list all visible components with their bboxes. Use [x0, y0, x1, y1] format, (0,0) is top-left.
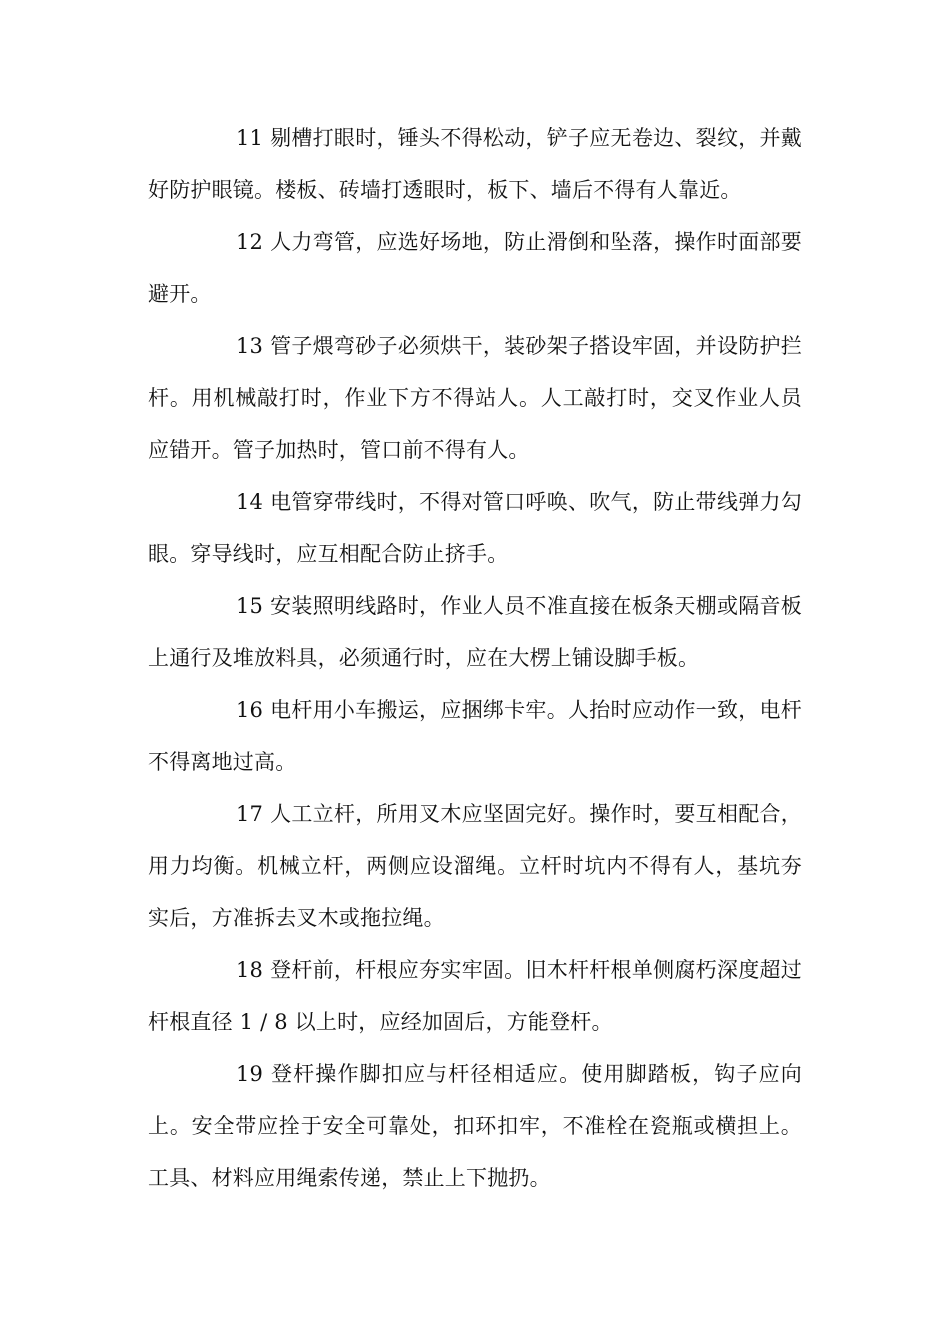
paragraph-item-11: 11 剔槽打眼时，锤头不得松动，铲子应无卷边、裂纹，并戴好防护眼镜。楼板、砖墙打透眼时，板下、墙后不得有人靠近。 — [148, 126, 802, 202]
paragraph-item-12: 12 人力弯管，应选好场地，防止滑倒和坠落，操作时面部要避开。 — [148, 230, 802, 306]
paragraph-item-16: 16 电杆用小车搬运，应捆绑卡牢。人抬时应动作一致，电杆不得离地过高。 — [148, 698, 802, 774]
paragraph-item-15: 15 安装照明线路时，作业人员不准直接在板条天棚或隔音板上通行及堆放料具，必须通行时，应在大楞上铺设脚手板。 — [148, 594, 802, 670]
paragraph-item-18: 18 登杆前，杆根应夯实牢固。旧木杆杆根单侧腐朽深度超过杆根直径 1 / 8 以上时，应经加固后，方能登杆。 — [148, 958, 802, 1034]
paragraph-item-13: 13 管子煨弯砂子必须烘干，装砂架子搭设牢固，并设防护拦杆。用机械敲打时，作业下方不得站人。人工敲打时，交叉作业人员应错开。管子加热时，管口前不得有人。 — [148, 334, 802, 462]
paragraph-item-14: 14 电管穿带线时，不得对管口呼唤、吹气，防止带线弹力勾眼。穿导线时，应互相配合防止挤手。 — [148, 490, 802, 566]
paragraph-item-17: 17 人工立杆，所用叉木应坚固完好。操作时，要互相配合，用力均衡。机械立杆，两侧应设溜绳。立杆时坑内不得有人，基坑夯实后，方准拆去叉木或拖拉绳。 — [148, 802, 802, 930]
paragraph-item-19: 19 登杆操作脚扣应与杆径相适应。使用脚踏板，钩子应向上。安全带应拴于安全可靠处，扣环扣牢，不准栓在瓷瓶或横担上。工具、材料应用绳索传递，禁止上下抛扔。 — [148, 1062, 802, 1190]
document-body — [148, 112, 802, 1204]
